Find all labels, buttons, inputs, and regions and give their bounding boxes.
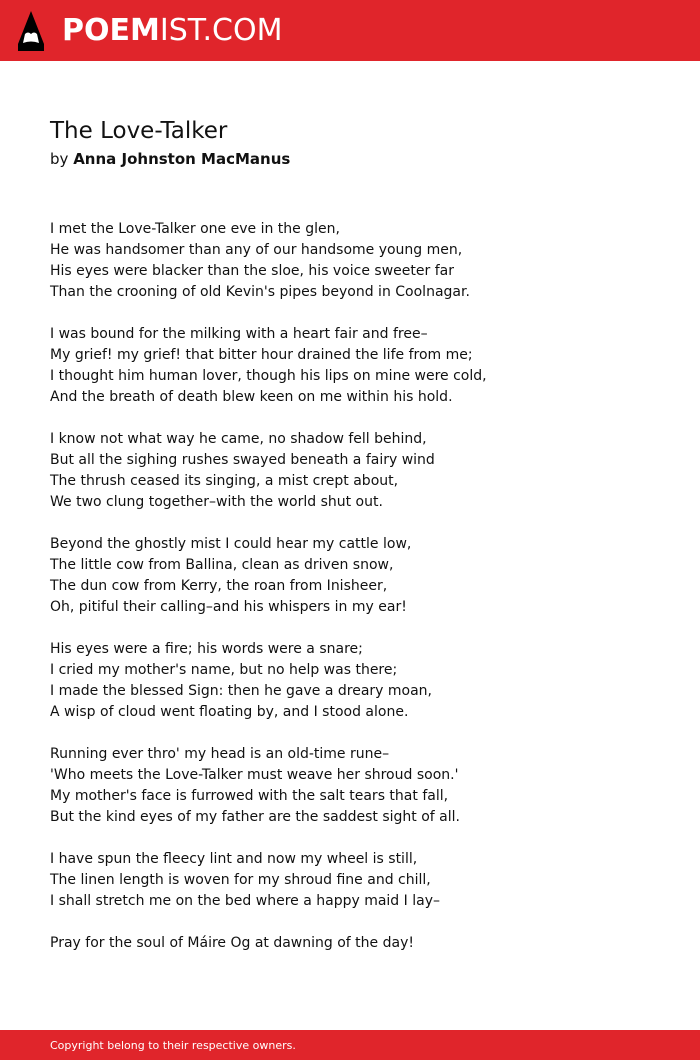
poem-line: 'Who meets the Love-Talker must weave her shroud soon.': [50, 767, 459, 783]
poem-line: Pray for the soul of Máire Og at dawning of the day!: [50, 935, 414, 951]
poem-stanza: [50, 429, 670, 513]
brand-strong: POEM: [62, 13, 160, 48]
poem-line: The little cow from Ballina, clean as driven snow,: [50, 557, 394, 573]
poem-line: And the breath of death blew keen on me within his hold.: [50, 389, 453, 405]
poem-stanza: [50, 933, 670, 954]
poem-stanza: [50, 534, 670, 618]
poem-line: The dun cow from Kerry, the roan from Inisheer,: [50, 578, 388, 594]
poem-line: Beyond the ghostly mist I could hear my cattle low,: [50, 536, 412, 552]
poem-line: I have spun the fleecy lint and now my wheel is still,: [50, 851, 418, 867]
poem-title: The Love-Talker: [50, 118, 228, 144]
poem-line: Than the crooning of old Kevin's pipes beyond in Coolnagar.: [50, 284, 470, 300]
poem-line: The linen length is woven for my shroud fine and chill,: [50, 872, 431, 888]
poem-author: Anna Johnston MacManus: [73, 150, 291, 168]
poem-stanza: [50, 324, 670, 408]
poem-line: My mother's face is furrowed with the salt tears that fall,: [50, 788, 449, 804]
poem-stanza: [50, 639, 670, 723]
poem-line: Running ever thro' my head is an old-time rune–: [50, 746, 390, 762]
poem-line: I shall stretch me on the bed where a happy maid I lay–: [50, 893, 440, 909]
site-footer: [0, 1030, 700, 1060]
poem-line: My grief! my grief! that bitter hour drained the life from me;: [50, 347, 473, 363]
poem-line: His eyes were a fire; his words were a snare;: [50, 641, 363, 657]
site-logo-text[interactable]: [62, 12, 282, 50]
poem-stanza: [50, 849, 670, 912]
poem-line: I cried my mother's name, but no help was there;: [50, 662, 398, 678]
poem-line: I was bound for the milking with a heart fair and free–: [50, 326, 428, 342]
copyright-text: Copyright belong to their respective owners.: [50, 1039, 296, 1052]
poem-line: A wisp of cloud went floating by, and I stood alone.: [50, 704, 409, 720]
poem-line: I thought him human lover, though his lips on mine were cold,: [50, 368, 487, 384]
brand-light: IST.COM: [159, 13, 283, 48]
by-label: by: [50, 150, 69, 168]
poem-line: His eyes were blacker than the sloe, his voice sweeter far: [50, 263, 454, 279]
poem-body: [50, 219, 670, 975]
poem-line: The thrush ceased its singing, a mist crept about,: [50, 473, 399, 489]
poem-line: I made the blessed Sign: then he gave a dreary moan,: [50, 683, 433, 699]
poem-line: But the kind eyes of my father are the saddest sight of all.: [50, 809, 460, 825]
poem-line: Oh, pitiful their calling–and his whispers in my ear!: [50, 599, 407, 615]
poem-line: But all the sighing rushes swayed beneath a fairy wind: [50, 452, 435, 468]
poem-line: I know not what way he came, no shadow fell behind,: [50, 431, 427, 447]
poem-line: I met the Love-Talker one eve in the glen,: [50, 221, 340, 237]
site-header: [0, 0, 700, 61]
poem-stanza: [50, 744, 670, 828]
poem-line: He was handsomer than any of our handsome young men,: [50, 242, 463, 258]
poem-line: We two clung together–with the world shut out.: [50, 494, 383, 510]
pencil-tip-icon[interactable]: [17, 10, 45, 52]
poem-byline: [50, 149, 290, 169]
poem-stanza: [50, 219, 670, 303]
